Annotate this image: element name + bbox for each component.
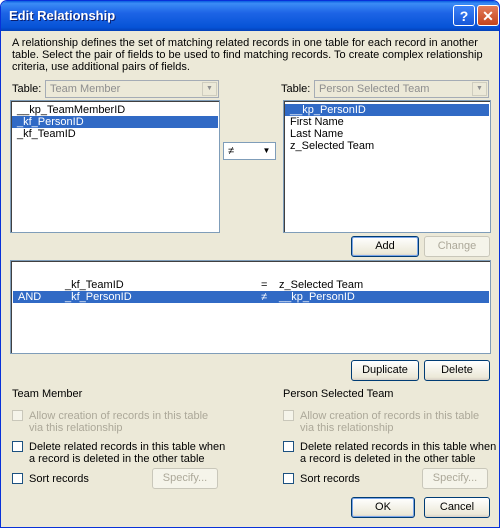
checkbox-label-line1: Delete related records in this table when — [29, 441, 226, 453]
window-title: Edit Relationship — [9, 8, 116, 23]
checkbox-box[interactable] — [283, 410, 294, 421]
checkbox-label-line1: Delete related records in this table when — [300, 441, 497, 453]
list-item[interactable]: __kp_TeamMemberID — [17, 104, 126, 116]
table-row[interactable] — [13, 279, 489, 291]
operator-select[interactable] — [223, 142, 276, 160]
list-item[interactable]: __kp_PersonID — [285, 104, 489, 116]
chevron-down-icon: ▼ — [259, 144, 274, 158]
list-item[interactable]: First Name — [290, 116, 344, 128]
add-button[interactable]: Add — [351, 236, 419, 257]
row-right-field: __kp_PersonID — [279, 291, 355, 303]
row-left-field: _kf_TeamID — [65, 279, 124, 291]
right-table-label: Table: — [281, 83, 311, 95]
checkbox-label — [29, 410, 208, 434]
right-table-select[interactable] — [314, 80, 489, 98]
right-table-value: Person Selected Team — [319, 83, 430, 95]
delete-button[interactable]: Delete — [424, 360, 490, 381]
row-conjunction: AND — [18, 291, 42, 303]
relationship-grid[interactable] — [10, 260, 491, 354]
list-item[interactable]: z_Selected Team — [290, 140, 375, 152]
checkbox-label — [300, 441, 496, 465]
change-button[interactable]: Change — [424, 236, 490, 257]
checkbox-label — [29, 441, 225, 465]
chevron-down-icon: ▼ — [472, 82, 487, 96]
description-text: A relationship defines the set of matching related records in one table for each record in another table. Select the pair of fields to be used to find matching records. To create complex relationship criteria, use additional pairs of fields. — [12, 37, 483, 73]
checkbox-label: Sort records — [300, 473, 360, 485]
left-specify-button[interactable]: Specify... — [152, 468, 218, 489]
left-table-label: Table: — [12, 83, 42, 95]
close-button[interactable] — [477, 5, 499, 26]
checkbox-label-line2: via this relationship — [300, 422, 394, 434]
list-item[interactable]: Last Name — [290, 128, 344, 140]
ok-button[interactable]: OK — [351, 497, 415, 518]
checkbox-label-line1: Allow creation of records in this table — [29, 410, 209, 422]
checkbox-box[interactable] — [12, 473, 23, 484]
title-bar[interactable] — [1, 1, 499, 31]
chevron-down-icon: ▼ — [202, 82, 217, 96]
checkbox-label-line2: via this relationship — [29, 422, 123, 434]
row-operator: ≠ — [261, 291, 268, 303]
row-operator: = — [261, 279, 268, 291]
cancel-button[interactable]: Cancel — [424, 497, 490, 518]
checkbox-box[interactable] — [283, 441, 294, 452]
checkbox-label-line2: a record is deleted in the other table — [29, 453, 205, 465]
help-icon: ? — [459, 7, 469, 24]
row-right-field: z_Selected Team — [279, 279, 364, 291]
right-field-list[interactable] — [283, 100, 491, 233]
operator-value: ≠ — [228, 145, 235, 157]
checkbox-box[interactable] — [12, 441, 23, 452]
checkbox-box[interactable] — [283, 473, 294, 484]
left-table-select[interactable] — [45, 80, 219, 98]
right-specify-button[interactable]: Specify... — [422, 468, 488, 489]
row-left-field: _kf_PersonID — [65, 291, 132, 303]
checkbox-label: Sort records — [29, 473, 89, 485]
list-item[interactable]: _kf_TeamID — [17, 128, 76, 140]
checkbox-box[interactable] — [12, 410, 23, 421]
help-button[interactable] — [453, 5, 475, 26]
checkbox-label-line2: a record is deleted in the other table — [300, 453, 476, 465]
left-options-title: Team Member — [12, 388, 83, 400]
right-options-title: Person Selected Team — [283, 388, 394, 400]
close-icon: ✕ — [482, 7, 494, 24]
checkbox-label-line1: Allow creation of records in this table — [300, 410, 480, 422]
duplicate-button[interactable]: Duplicate — [351, 360, 419, 381]
left-field-list[interactable] — [10, 100, 220, 233]
list-item[interactable]: _kf_PersonID — [12, 116, 218, 128]
left-table-value: Team Member — [50, 83, 121, 95]
table-row[interactable] — [13, 291, 489, 303]
checkbox-label — [300, 410, 479, 434]
